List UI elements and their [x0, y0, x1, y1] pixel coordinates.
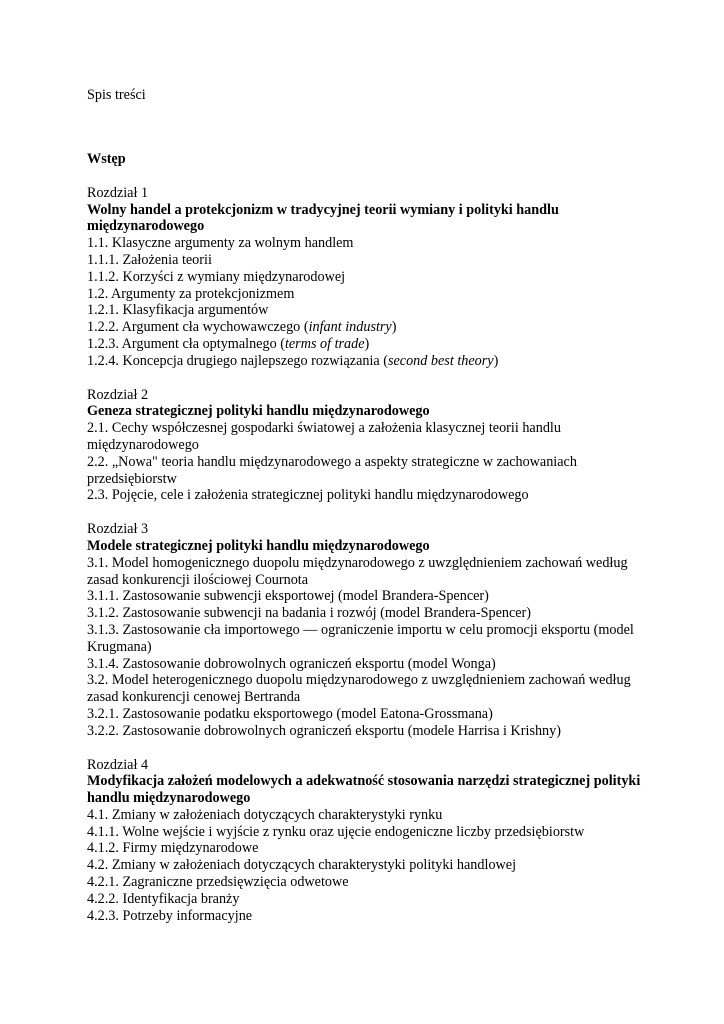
chapter-title: Geneza strategicznej polityki handlu międzynarodowego	[87, 403, 430, 420]
toc-entry: 3.2.1. Zastosowanie podatku eksportowego (model Eatona-Grossmana)	[87, 705, 493, 722]
chapter-label: Rozdział 2	[87, 386, 149, 403]
toc-entry: 3.1.4. Zastosowanie dobrowolnych ograniczeń eksportu (model Wonga)	[87, 655, 496, 672]
chapter-label: Rozdział 3	[87, 521, 149, 538]
toc-entry: 4.2.1. Zagraniczne przedsięwzięcia odwetowe	[87, 874, 349, 891]
toc-entry: 3.1.2. Zastosowanie subwencji na badania i rozwój (model Brandera-Spencer)	[87, 605, 531, 622]
chapter-2	[87, 387, 647, 505]
toc-entry: 2.3. Pojęcie, cele i założenia strategicznej polityki handlu międzynarodowego	[87, 487, 529, 504]
toc-entry: 1.2. Argumenty za protekcjonizmem	[87, 285, 295, 302]
toc-entry: 4.1.2. Firmy międzynarodowe	[87, 840, 259, 857]
toc-entry: 1.2.2. Argument cła wychowawczego (infant industry)	[87, 319, 397, 336]
chapter-title: Wolny handel a protekcjonizm w tradycyjnej teorii wymiany i polityki handlu międzynarodowego	[87, 201, 559, 235]
toc-entry: 3.2.2. Zastosowanie dobrowolnych ograniczeń eksportu (modele Harrisa i Krishny)	[87, 722, 561, 739]
toc-entry: 4.2. Zmiany w założeniach dotyczących charakterystyki polityki handlowej	[87, 857, 517, 874]
toc-entry: 3.1. Model homogenicznego duopolu międzynarodowego z uwzględnieniem zachowań według zasad konkurencji ilościowej Cournota	[87, 554, 628, 588]
chapter-3	[87, 521, 647, 739]
chapter-title: Modele strategicznej polityki handlu międzynarodowego	[87, 537, 430, 554]
toc-entry: 4.1.1. Wolne wejście i wyjście z rynku oraz ujęcie endogeniczne liczby przedsiębiorstw	[87, 823, 585, 840]
intro-heading: Wstęp	[87, 151, 126, 167]
chapter-4	[87, 757, 647, 925]
chapter-1	[87, 185, 647, 370]
toc-entry: 1.2.4. Koncepcja drugiego najlepszego rozwiązania (second best theory)	[87, 352, 499, 369]
toc-title: Spis treści	[87, 87, 146, 103]
toc-entry: 1.1.2. Korzyści z wymiany międzynarodowej	[87, 268, 346, 285]
toc-entry: 1.1.1. Założenia teorii	[87, 251, 212, 268]
toc-entry: 4.2.3. Potrzeby informacyjne	[87, 907, 253, 924]
toc-entry: 2.1. Cechy współczesnej gospodarki światowej a założenia klasycznej teorii handlu międzynarodowego	[87, 420, 561, 453]
toc-content	[87, 151, 647, 941]
chapter-label: Rozdział 1	[87, 184, 149, 201]
toc-entry: 2.2. „Nowa" teoria handlu międzynarodowego a aspekty strategiczne w zachowaniach przedsiębiorstw	[87, 453, 577, 487]
toc-entry: 4.1. Zmiany w założeniach dotyczących charakterystyki rynku	[87, 806, 443, 823]
toc-entry: 4.2.2. Identyfikacja branży	[87, 890, 240, 907]
chapter-title: Modyfikacja założeń modelowych a adekwatność stosowania narzędzi strategicznej polityki handlu międzynarodowego	[87, 773, 641, 807]
toc-entry: 3.1.1. Zastosowanie subwencji eksportowej (model Brandera-Spencer)	[87, 588, 489, 605]
toc-entry: 3.1.3. Zastosowanie cła importowego — ograniczenie importu w celu promocji eksportu (model Krugmana)	[87, 621, 634, 655]
toc-entry: 1.1. Klasyczne argumenty za wolnym handlem	[87, 235, 354, 252]
toc-entry: 3.2. Model heterogenicznego duopolu międzynarodowego z uwzględnieniem zachowań według zasad konkurencji cenowej Bertranda	[87, 672, 631, 706]
toc-entry: 1.2.1. Klasyfikacja argumentów	[87, 302, 269, 319]
toc-entry: 1.2.3. Argument cła optymalnego (terms of trade)	[87, 335, 370, 352]
chapter-label: Rozdział 4	[87, 756, 149, 773]
